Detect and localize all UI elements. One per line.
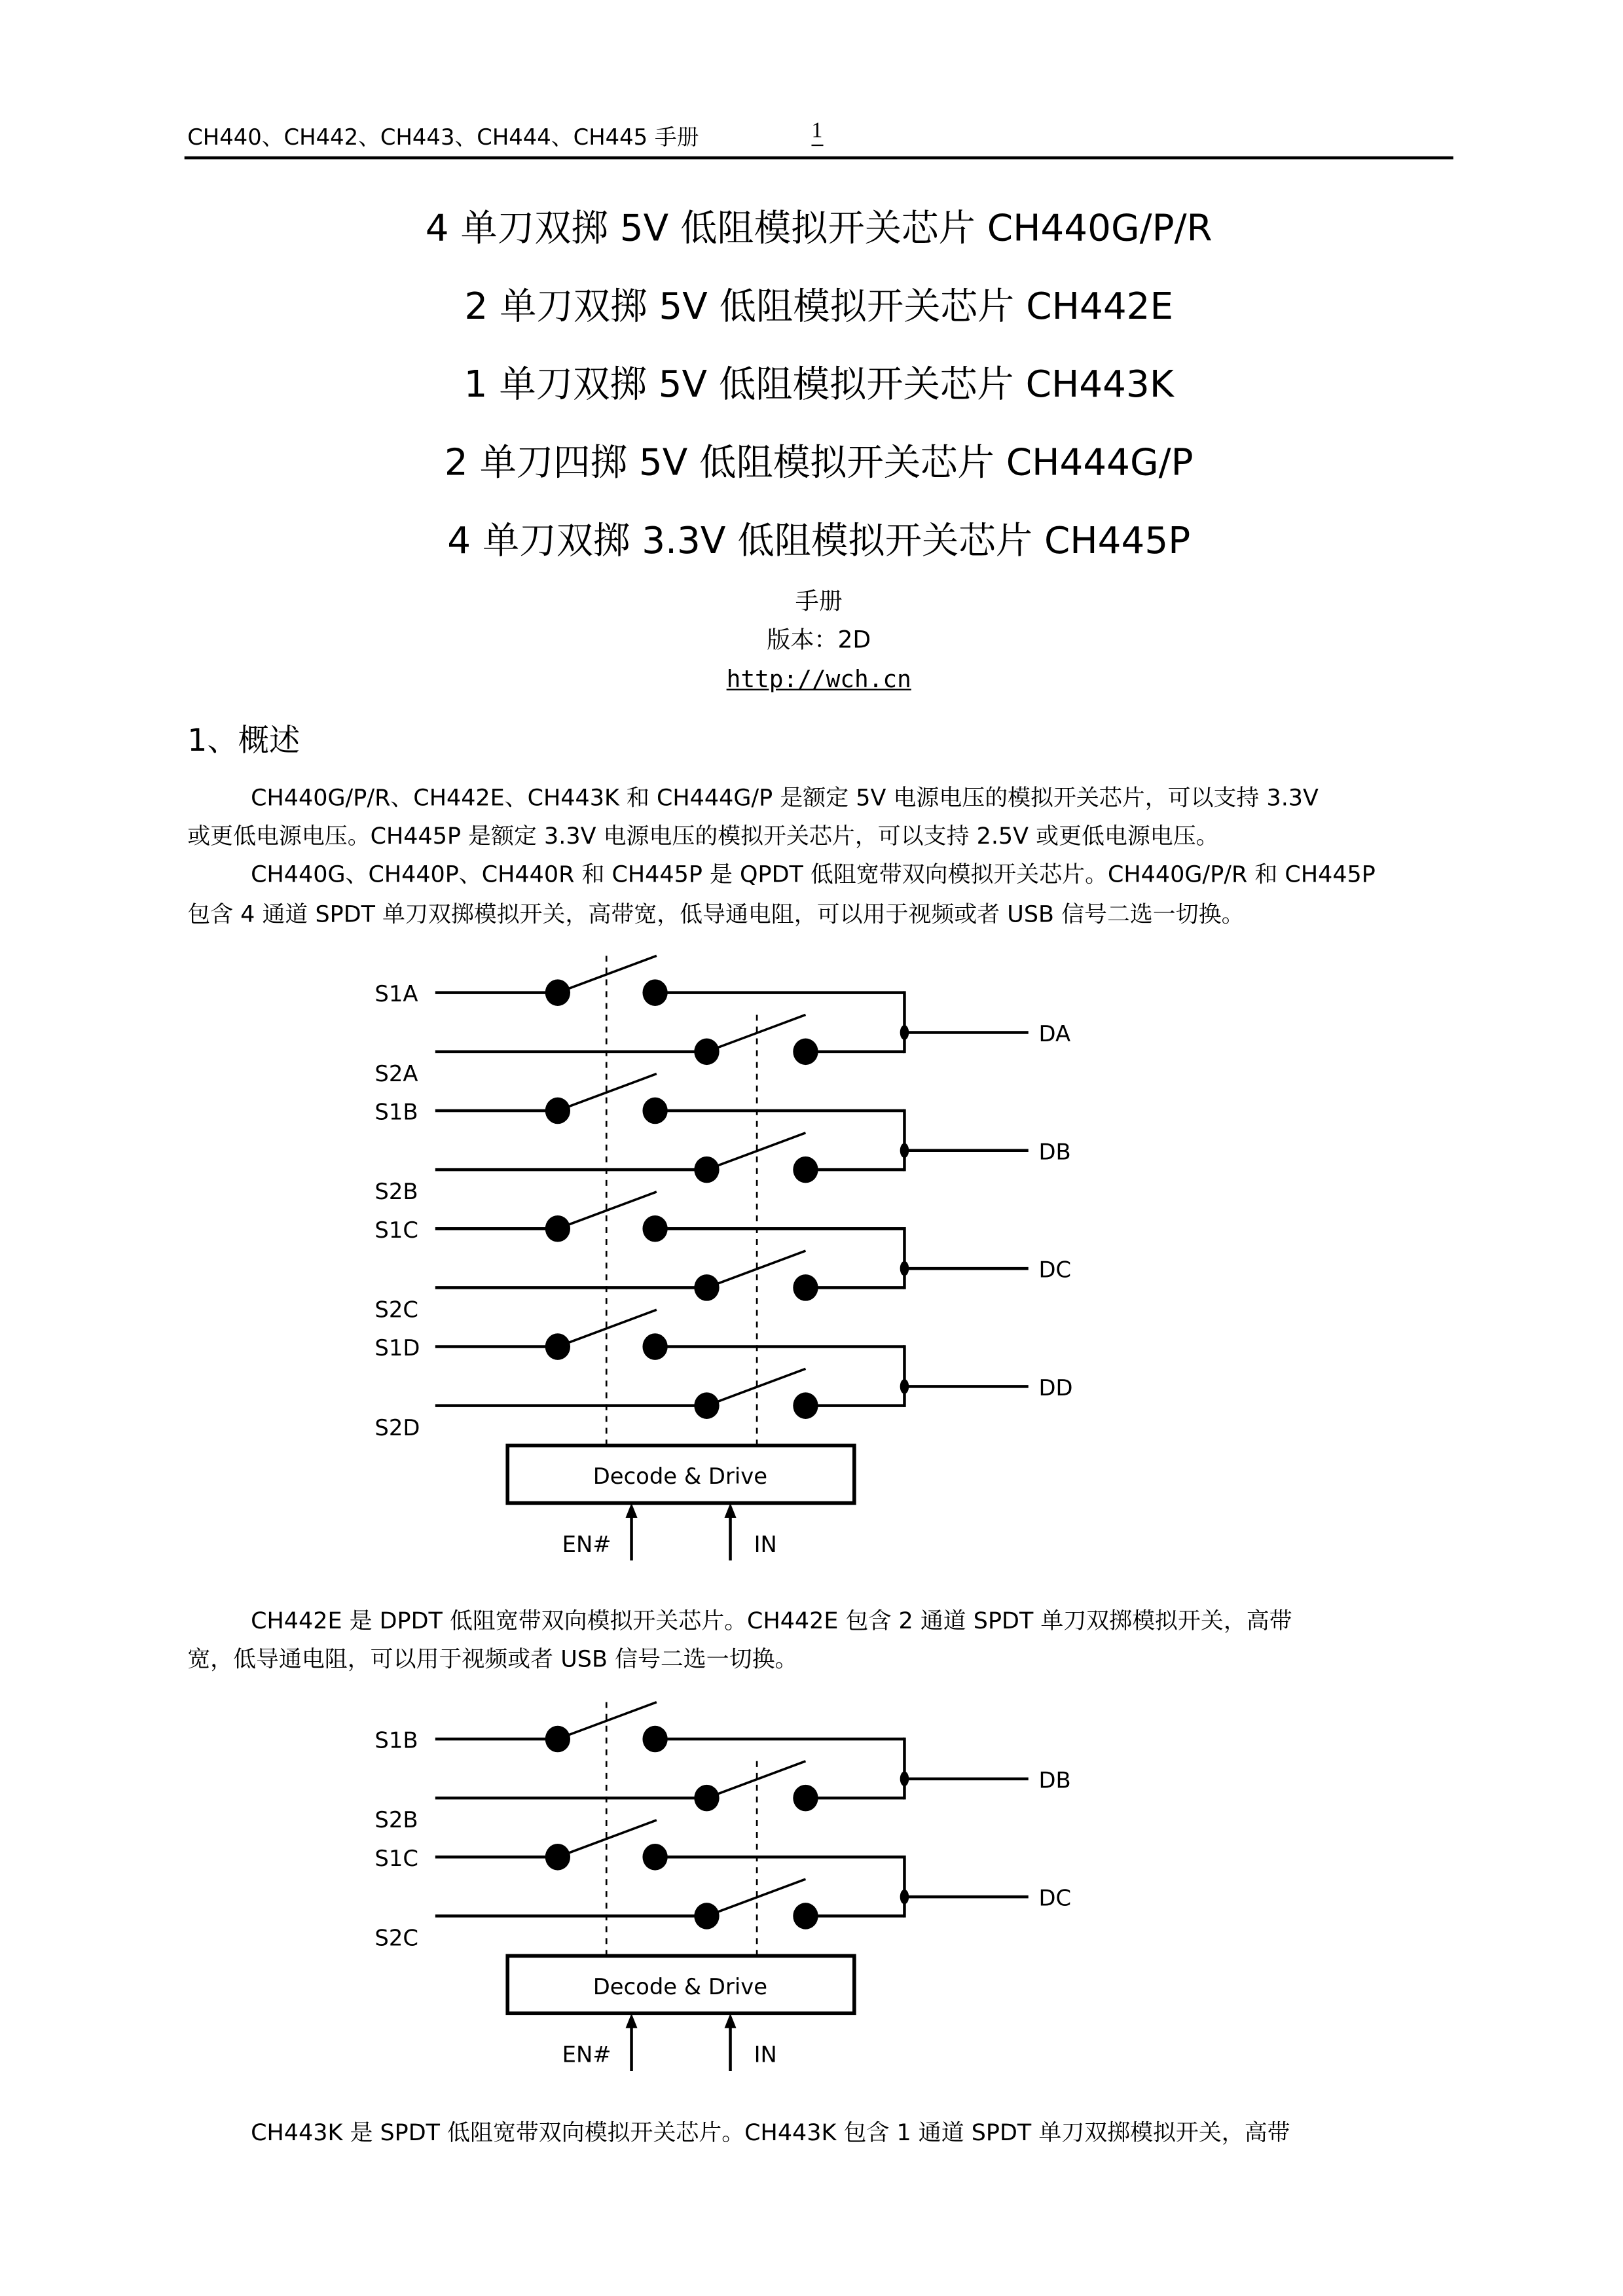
paragraph-line: 或更低电源电压。CH445P 是额定 3.3V 电源电压的模拟开关芯片，可以支持 2.5V 或更低电源电压。	[187, 823, 1219, 850]
channel-label-s2: S2C	[374, 1925, 418, 1951]
paragraph-line: CH443K 是 SPDT 低阻宽带双向模拟开关芯片。CH443K 包含 1 通道 SPDT 单刀双掷模拟开关，高带	[251, 2119, 1290, 2146]
section-heading: 1、概述	[187, 723, 301, 759]
page-number: 1	[811, 118, 822, 146]
channel-label-s1: S1D	[374, 1335, 420, 1361]
channel-label-s1: S1A	[374, 981, 418, 1007]
channel-label-s2: S2C	[374, 1297, 418, 1323]
output-label: DB	[1038, 1767, 1071, 1793]
decode-drive-label: Decode & Drive	[593, 1463, 768, 1490]
channel-label-s2: S2B	[374, 1179, 418, 1205]
channel-label-s1: S1B	[374, 1099, 418, 1125]
contact-dot	[545, 1215, 570, 1242]
input-label: IN	[754, 1531, 777, 1557]
paragraph-line: CH440G/P/R、CH442E、CH443K 和 CH444G/P 是额定 5V 电源电压的模拟开关芯片，可以支持 3.3V	[251, 784, 1319, 812]
channel-label-s1: S1C	[374, 1217, 418, 1243]
arrow-up-icon	[725, 2013, 737, 2028]
version: 版本：2D	[767, 625, 871, 654]
input-label: EN#	[562, 2041, 611, 2068]
decode-drive-label: Decode & Drive	[593, 1973, 768, 2000]
input-label: IN	[754, 2041, 777, 2068]
output-label: DA	[1038, 1021, 1071, 1047]
website-link[interactable]: http://wch.cn	[726, 665, 911, 694]
channel-label-s2: S2B	[374, 1807, 418, 1833]
output-label: DC	[1038, 1885, 1072, 1911]
title-line-4: 2 单刀四掷 5V 低阻模拟开关芯片 CH444G/P	[444, 440, 1194, 484]
title-line-3: 1 单刀双掷 5V 低阻模拟开关芯片 CH443K	[464, 363, 1174, 406]
title-line-5: 4 单刀双掷 3.3V 低阻模拟开关芯片 CH445P	[447, 519, 1191, 562]
channel-label-s1: S1C	[374, 1845, 418, 1871]
output-label: DD	[1038, 1374, 1073, 1401]
title-line-2: 2 单刀双掷 5V 低阻模拟开关芯片 CH442E	[464, 284, 1174, 328]
running-header: CH440、CH442、CH443、CH444、CH445 手册	[187, 124, 699, 151]
arrow-up-icon	[626, 1503, 638, 1518]
paragraph-line: 包含 4 通道 SPDT 单刀双掷模拟开关，高带宽，低导通电阻，可以用于视频或者 USB 信号二选一切换。	[187, 901, 1245, 928]
channel-label-s1: S1B	[374, 1727, 418, 1753]
output-label: DB	[1038, 1139, 1071, 1165]
paragraph-line: CH442E 是 DPDT 低阻宽带双向模拟开关芯片。CH442E 包含 2 通道 SPDT 单刀双掷模拟开关，高带	[251, 1607, 1292, 1634]
title-line-1: 4 单刀双掷 5V 低阻模拟开关芯片 CH440G/P/R	[425, 206, 1213, 249]
paragraph-line: 宽，低导通电阻，可以用于视频或者 USB 信号二选一切换。	[187, 1646, 798, 1673]
paragraph-line: CH440G、CH440P、CH440R 和 CH445P 是 QPDT 低阻宽带双向模拟开关芯片。CH440G/P/R 和 CH445P	[251, 861, 1376, 888]
arrow-up-icon	[626, 2013, 638, 2028]
input-label: EN#	[562, 1531, 611, 1557]
channel-label-s2: S2D	[374, 1414, 420, 1441]
subtitle: 手册	[795, 586, 843, 615]
arrow-up-icon	[725, 1503, 737, 1518]
output-label: DC	[1038, 1257, 1072, 1283]
channel-label-s2: S2A	[374, 1060, 418, 1086]
